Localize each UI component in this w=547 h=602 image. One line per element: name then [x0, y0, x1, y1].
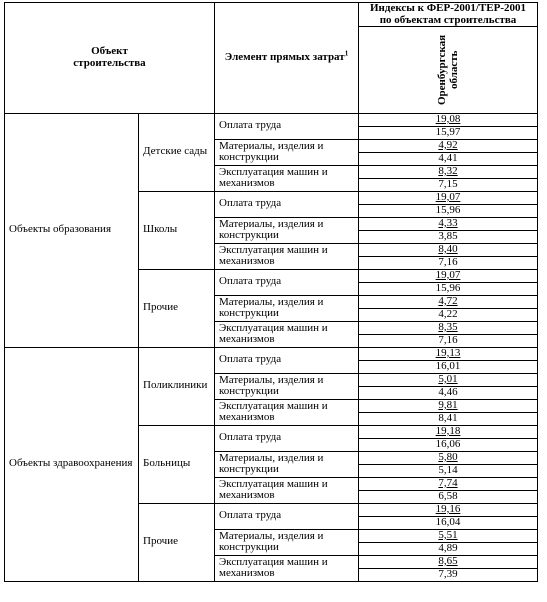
- index-value-numerator: 8,40: [359, 243, 538, 256]
- index-value-denominator: 5,14: [359, 464, 538, 477]
- index-value-denominator: 7,16: [359, 334, 538, 347]
- cost-element-cell: Эксплуатация машин и механизмов: [215, 321, 359, 347]
- cost-element-cell: Материалы, изделия и конструкции: [215, 529, 359, 555]
- cost-element-cell: Оплата труда: [215, 425, 359, 451]
- index-value-denominator: 6,58: [359, 490, 538, 503]
- index-row: [5, 113, 538, 126]
- index-value-numerator: 8,35: [359, 321, 538, 334]
- region-header-line: Оренбургская: [436, 34, 448, 106]
- index-value-numerator: 4,72: [359, 295, 538, 308]
- index-row: [5, 347, 538, 360]
- index-value-denominator: 4,46: [359, 386, 538, 399]
- cost-element-cell: Оплата труда: [215, 269, 359, 295]
- object-header-line: строительства: [73, 56, 146, 69]
- index-column-header: [359, 3, 538, 27]
- index-value-denominator: 3,85: [359, 230, 538, 243]
- cost-element-cell: Оплата труда: [215, 503, 359, 529]
- index-value-denominator: 15,96: [359, 282, 538, 295]
- index-value-denominator: 4,41: [359, 152, 538, 165]
- object-subtype-cell: Больницы: [139, 425, 215, 503]
- index-value-numerator: 19,08: [359, 113, 538, 126]
- object-subtype-cell: Детские сады: [139, 113, 215, 191]
- document-page: [4, 2, 538, 582]
- object-subtype-cell: Прочие: [139, 269, 215, 347]
- index-value-denominator: 8,41: [359, 412, 538, 425]
- index-value-numerator: 7,74: [359, 477, 538, 490]
- cost-element-cell: Материалы, изделия и конструкции: [215, 451, 359, 477]
- cost-element-cell: Эксплуатация машин и механизмов: [215, 165, 359, 191]
- cost-element-cell: Эксплуатация машин и механизмов: [215, 399, 359, 425]
- index-header-line: по объектам строительства: [379, 13, 517, 26]
- index-value-numerator: 5,01: [359, 373, 538, 386]
- index-value-denominator: 4,89: [359, 542, 538, 555]
- object-group-cell: Объекты образования: [5, 113, 139, 347]
- object-subtype-cell: Школы: [139, 191, 215, 269]
- cost-element-cell: Материалы, изделия и конструкции: [215, 217, 359, 243]
- index-value-numerator: 19,13: [359, 347, 538, 360]
- footnote-marker: 1: [344, 49, 349, 58]
- index-value-denominator: 7,15: [359, 178, 538, 191]
- index-value-denominator: 15,97: [359, 126, 538, 139]
- index-value-numerator: 19,07: [359, 269, 538, 282]
- index-table: [4, 2, 538, 582]
- object-subtype-cell: Поликлиники: [139, 347, 215, 425]
- index-value-numerator: 4,92: [359, 139, 538, 152]
- index-table-body: [5, 3, 538, 582]
- cost-element-cell: Оплата труда: [215, 191, 359, 217]
- index-value-numerator: 8,32: [359, 165, 538, 178]
- index-value-denominator: 7,16: [359, 256, 538, 269]
- header-row-top: [5, 3, 538, 27]
- index-value-numerator: 5,80: [359, 451, 538, 464]
- index-value-numerator: 4,33: [359, 217, 538, 230]
- index-value-numerator: 5,51: [359, 529, 538, 542]
- object-header-line: Объект: [91, 45, 128, 58]
- index-value-denominator: 7,39: [359, 568, 538, 581]
- object-subtype-cell: Прочие: [139, 503, 215, 581]
- region-column-header: [359, 27, 538, 114]
- cost-element-cell: Оплата труда: [215, 347, 359, 373]
- cost-element-cell: Эксплуатация машин и механизмов: [215, 243, 359, 269]
- cost-element-cell: Материалы, изделия и конструкции: [215, 373, 359, 399]
- index-value-denominator: 16,06: [359, 438, 538, 451]
- element-column-header: [215, 3, 359, 114]
- object-group-cell: Объекты здравоохранения: [5, 347, 139, 581]
- element-header-text: Элемент прямых затрат: [224, 51, 345, 63]
- index-value-denominator: 16,01: [359, 360, 538, 373]
- index-value-numerator: 19,16: [359, 503, 538, 516]
- index-value-denominator: 4,22: [359, 308, 538, 321]
- index-value-numerator: 9,81: [359, 399, 538, 412]
- cost-element-cell: Эксплуатация машин и механизмов: [215, 477, 359, 503]
- index-value-numerator: 19,18: [359, 425, 538, 438]
- cost-element-cell: Материалы, изделия и конструкции: [215, 295, 359, 321]
- cost-element-cell: Эксплуатация машин и механизмов: [215, 555, 359, 581]
- index-value-denominator: 16,04: [359, 516, 538, 529]
- object-column-header: [5, 3, 215, 114]
- region-header-text: [436, 31, 460, 109]
- index-header-line: Индексы к ФЕР-2001/ТЕР-2001: [370, 2, 526, 14]
- cost-element-cell: Материалы, изделия и конструкции: [215, 139, 359, 165]
- index-value-denominator: 15,96: [359, 204, 538, 217]
- index-value-numerator: 8,65: [359, 555, 538, 568]
- cost-element-cell: Оплата труда: [215, 113, 359, 139]
- index-value-numerator: 19,07: [359, 191, 538, 204]
- region-header-line: область: [448, 50, 460, 90]
